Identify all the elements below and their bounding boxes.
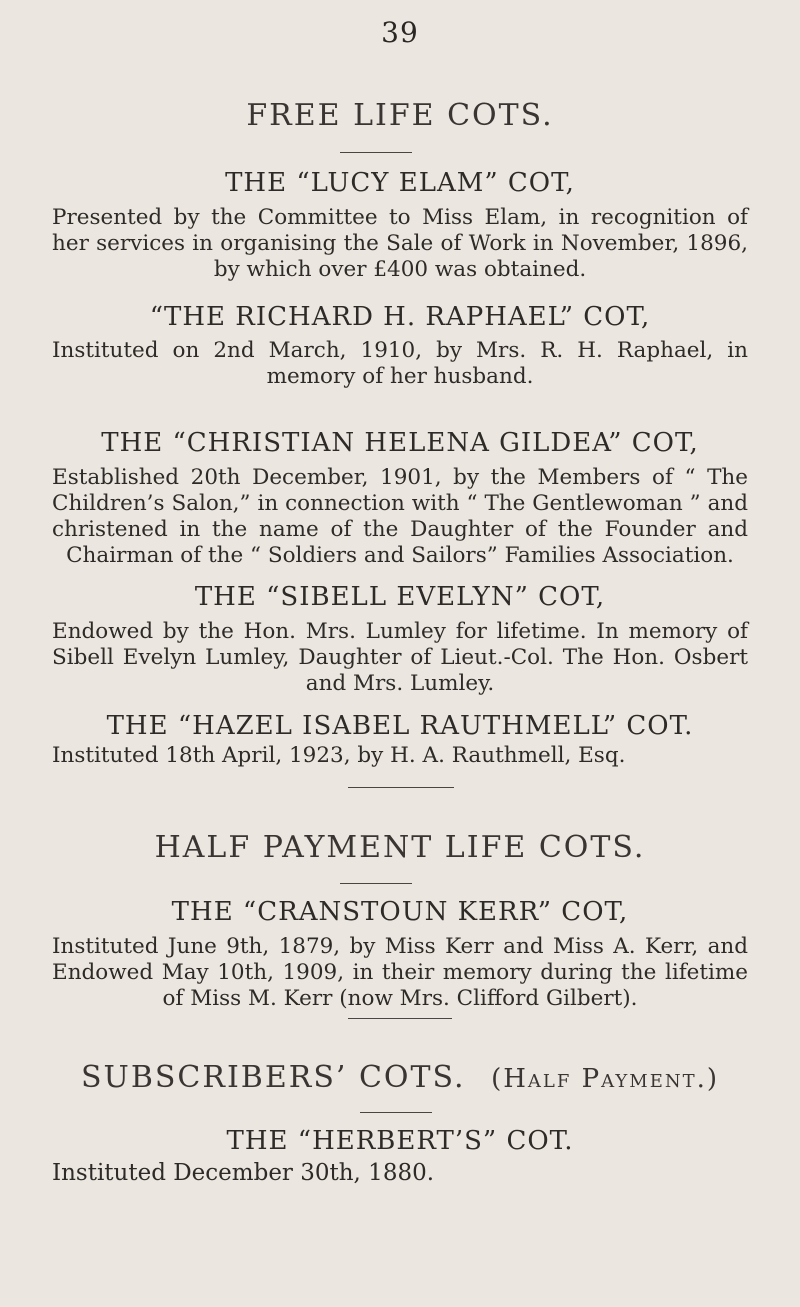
entry-text-christian-gildea: Established 20th December, 1901, by the Members of “ The Children’s Salon,” in connection with “ The Gentlewoman ” and christened in the name of the Daughter of the Founder and Chairman of the “ Soldiers and Sailors” Families Association. [52,465,748,568]
entry-text-herberts: Instituted December 30th, 1880. [52,1160,435,1186]
entry-title-hazel-rauthmell: THE “HAZEL ISABEL RAUTHMELL” COT. [106,711,694,741]
entry-text-richard-raphael: Instituted on 2nd March, 1910, by Mrs. R. H. Raphael, in memory of her husband. [52,338,748,389]
entry-text-hazel-rauthmell: Instituted 18th April, 1923, by H. A. Rauthmell, Esq. [52,743,626,768]
section-title-suffix: (Half Payment.) [491,1064,719,1094]
entry-title-cranstoun-kerr: THE “CRANSTOUN KERR” COT, [171,897,629,927]
page-number: 39 [381,16,419,49]
entry-title-sibell-evelyn: THE “SIBELL EVELYN” COT, [194,582,606,612]
entry-text-cranstoun-kerr: Instituted June 9th, 1879, by Miss Kerr and Miss A. Kerr, and Endowed May 10th, 1909, in their memory during the lifetime of Miss M. Kerr (now Mrs. Clifford Gilbert). [52,934,748,1011]
section-divider [348,1018,452,1019]
entry-text-sibell-evelyn: Endowed by the Hon. Mrs. Lumley for lifetime. In memory of Sibell Evelyn Lumley, Daughter of Lieut.-Col. The Hon. Osbert and Mrs. Lumley. [52,619,748,696]
section-divider [348,787,454,788]
section-title-half-payment-life-cots: HALF PAYMENT LIFE COTS. [154,830,646,865]
section-title-main: SUBSCRIBERS’ COTS. [80,1060,466,1095]
section-divider [360,1112,432,1113]
entry-title-lucy-elam: THE “LUCY ELAM” COT, [225,168,575,198]
entry-title-richard-raphael: “THE RICHARD H. RAPHAEL” COT, [149,302,651,332]
section-title-subscribers-cots [0,1060,800,1095]
section-divider [340,152,412,153]
entry-title-herberts: THE “HERBERT’S” COT. [226,1126,574,1156]
section-divider [340,883,412,884]
entry-title-christian-gildea: THE “CHRISTIAN HELENA GILDEA” COT, [101,428,699,458]
section-title-free-life-cots: FREE LIFE COTS. [246,98,554,133]
entry-text-lucy-elam: Presented by the Committee to Miss Elam, in recognition of her services in organising the Sale of Work in November, 1896, by which over £400 was obtained. [52,205,748,282]
